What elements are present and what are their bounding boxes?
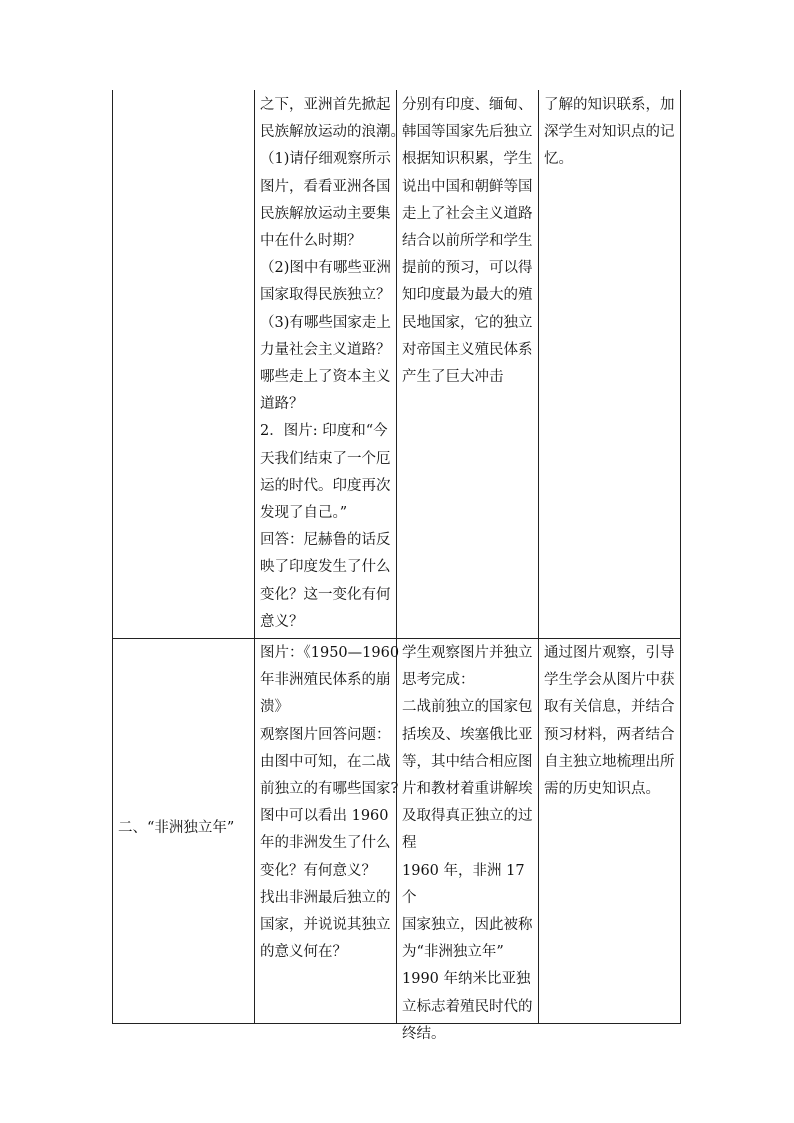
text-line: （2)图中有哪些亚洲	[260, 260, 391, 277]
text-line: （1)请仔细观察所示	[260, 151, 391, 168]
text-line: 取有关信息，并结合	[544, 699, 675, 716]
text-line: 变化？有何意义？	[260, 862, 376, 879]
text-line: 观察图片回答问题：	[260, 726, 391, 743]
text-line: 映了印度发生了什么	[260, 559, 391, 576]
table-border-col3	[396, 90, 397, 1024]
text-line: 溃》	[260, 699, 289, 716]
text-line: 国家取得民族独立？	[260, 287, 391, 304]
text-line: 哪些走上了资本主义	[260, 369, 391, 386]
row1-teacher-activity	[260, 92, 405, 636]
text-line: 道路？	[260, 396, 304, 413]
text-line: 学生学会从图片中获	[544, 672, 675, 689]
text-line: 需的历史知识点。	[544, 781, 660, 798]
text-line: 力量社会主义道路？	[260, 341, 391, 358]
text-line: 对帝国主义殖民体系	[402, 341, 533, 358]
text-line: 年的非洲发生了什么	[260, 835, 391, 852]
text-line: 知印度最为最大的殖	[402, 287, 533, 304]
text-line: 忆。	[544, 151, 573, 168]
text-line: 民地国家，它的独立	[402, 314, 533, 331]
text-line: 走上了社会主义道路	[402, 205, 533, 222]
row2-student-activity	[402, 640, 537, 1048]
table-border-col4	[538, 90, 539, 1024]
text-line: 分别有印度、缅甸、	[402, 97, 533, 113]
text-line: 结合以前所学和学生	[402, 233, 533, 250]
text-line: 通过图片观察，引导	[544, 645, 675, 661]
text-line: 学生观察图片并独立	[402, 645, 533, 661]
text-line: 1960 年，非洲 17 个	[402, 862, 525, 906]
text-line: 提前的预习，可以得	[402, 260, 533, 277]
text-line: 国家，并说说其独立	[260, 917, 391, 934]
text-line: 国家独立，因此被称	[402, 917, 533, 934]
lesson-plan-table	[112, 90, 681, 1042]
text-line: 片和教材着重讲解埃	[402, 781, 533, 798]
text-line: 回答：尼赫鲁的话反	[260, 532, 391, 549]
text-line: 图中可以看出 1960	[260, 808, 389, 825]
table-border-col2	[254, 90, 255, 1024]
text-line: 自主独立地梳理出所	[544, 753, 675, 770]
text-line: 意义？	[260, 613, 304, 630]
text-line: 及取得真正独立的过	[402, 808, 533, 825]
text-line: 图片：《1950—1960	[260, 645, 400, 661]
text-line: 民族解放运动的浪潮。	[260, 124, 405, 141]
text-line: 产生了巨大冲击	[402, 369, 504, 386]
text-line: 根据知识积累，学生	[402, 151, 533, 168]
text-line: 中在什么时期？	[260, 233, 362, 250]
row1-design-intent	[544, 92, 676, 174]
text-line: 找出非洲最后独立的	[260, 889, 391, 906]
text-line: 深学生对知识点的记	[544, 124, 675, 141]
text-line: 说出中国和朝鲜等国	[402, 178, 533, 195]
text-line: 运的时代。印度再次	[260, 477, 391, 494]
text-line: 2．图片: 印度和“今	[260, 423, 388, 440]
text-line: 民族解放运动主要集	[260, 205, 391, 222]
text-line: 天我们结束了一个厄	[260, 450, 391, 467]
text-line: 由图中可知，在二战	[260, 753, 391, 770]
table-border-left	[112, 90, 113, 1024]
text-line: 了解的知识联系，加	[544, 97, 675, 113]
row2-design-intent	[544, 640, 676, 803]
text-line: 等，其中结合相应图	[402, 753, 533, 770]
text-line: 程	[402, 835, 417, 852]
table-border-bottom	[112, 1023, 681, 1024]
text-line: 括埃及、埃塞俄比亚	[402, 726, 533, 743]
text-line: 为“非洲独立年”	[402, 944, 504, 961]
text-line: 之下，亚洲首先掀起	[260, 97, 391, 113]
section-label: 二、“非洲独立年”	[118, 820, 235, 836]
text-line: 图片，看看亚洲各国	[260, 178, 391, 195]
text-line: 二战前独立的国家包	[402, 699, 533, 716]
text-line: 的意义何在？	[260, 944, 347, 961]
text-line: 前独立的有哪些国家?	[260, 781, 399, 798]
text-line: 1990 年纳米比亚独	[402, 971, 531, 988]
text-line: 变化？这一变化有何	[260, 586, 391, 603]
text-line: （3)有哪些国家走上	[260, 314, 391, 331]
text-line: 终结。	[402, 1025, 446, 1042]
row1-student-activity	[402, 92, 537, 391]
text-line: 韩国等国家先后独立	[402, 124, 533, 141]
text-line: 预习材料，两者结合	[544, 726, 675, 743]
row-divider	[112, 638, 681, 639]
table-border-right	[680, 90, 681, 1024]
text-line: 发现了自己。”	[260, 505, 348, 522]
text-line: 思考完成：	[402, 672, 475, 689]
text-line: 年非洲殖民体系的崩	[260, 672, 391, 689]
row2-teacher-activity	[260, 640, 400, 966]
text-line: 立标志着殖民时代的	[402, 998, 533, 1015]
